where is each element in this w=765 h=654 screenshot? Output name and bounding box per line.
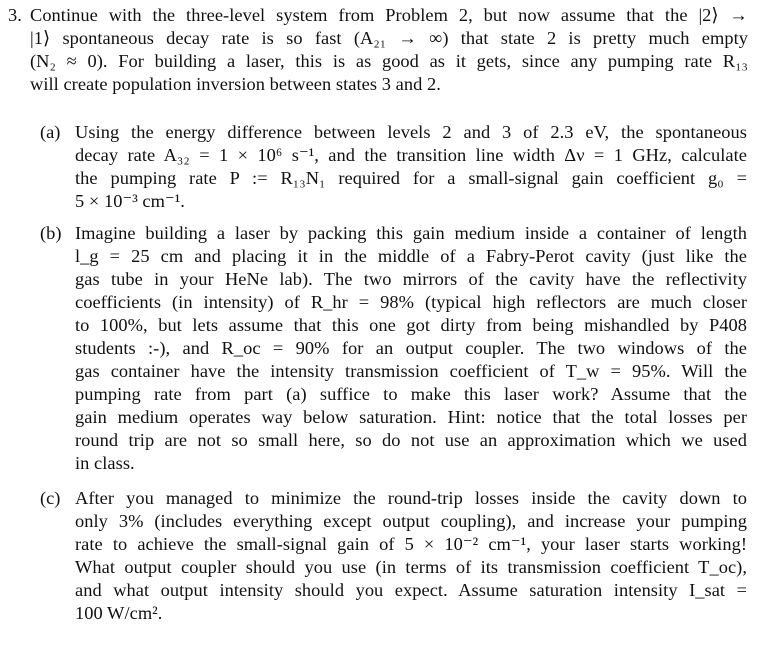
part-line: 5 × 10⁻³ cm⁻¹.	[75, 191, 185, 211]
part-line: After you managed to minimize the round-trip losses inside the cavity down to	[75, 488, 747, 508]
intro-line: will create population inversion between states 3 and 2.	[30, 74, 441, 94]
part-line: only 3% (includes everything except output coupling), and increase your pumping	[75, 511, 747, 531]
part-body	[75, 487, 747, 625]
part-line: the pumping rate P := R₁₃N₁ required for a small-signal gain coefficient g₀ =	[75, 168, 747, 188]
part-line: gas tube in your HeNe lab). The two mirrors of the cavity have the reflectivity	[75, 269, 747, 289]
part-body	[75, 222, 747, 475]
part-line: to 100%, but lets assume that this one got dirty from being mishandled by P408	[75, 315, 747, 335]
part-line: gain medium operates way below saturation. Hint: notice that the total losses per	[75, 407, 747, 427]
part-line: gas container have the intensity transmission coefficient of T_w = 95%. Will the	[75, 361, 747, 381]
part-label: (b)	[40, 223, 62, 243]
part-label: (c)	[40, 488, 61, 508]
part-label: (a)	[40, 122, 61, 142]
part-line: pumping rate from part (a) suffice to make this laser work? Assume that the	[75, 384, 747, 404]
part-line: Imagine building a laser by packing this gain medium inside a container of length	[75, 223, 747, 243]
part-line: and what output intensity should you expect. Assume saturation intensity I_sat =	[75, 580, 747, 600]
problem-number: 3.	[8, 5, 22, 25]
part-line: rate to achieve the small-signal gain of 5 × 10⁻² cm⁻¹, your laser starts working!	[75, 534, 747, 554]
part-line: students :-), and R_oc = 90% for an output coupler. The two windows of the	[75, 338, 747, 358]
part-line: coefficients (in intensity) of R_hr = 98% (typical high reflectors are much closer	[75, 292, 747, 312]
part-line: l_g = 25 cm and placing it in the middle of a Fabry-Perot cavity (just like the	[75, 246, 747, 266]
part-body	[75, 121, 747, 213]
part-line: decay rate A₃₂ = 1 × 10⁶ s⁻¹, and the transition line width Δν = 1 GHz, calculate	[75, 145, 747, 165]
part-line: 100 W/cm².	[75, 603, 163, 623]
part-line: Using the energy difference between levels 2 and 3 of 2.3 eV, the spontaneous	[75, 122, 747, 142]
intro-line: |1⟩ spontaneous decay rate is so fast (A₂₁ → ∞) that state 2 is pretty much empty	[30, 28, 748, 48]
intro-line: 3. Continue with the three-level system from Problem 2, but now assume that the |2⟩ →	[8, 5, 748, 25]
part-line: round trip are not so small here, so do not use an approximation which we used	[75, 430, 747, 450]
part-line: What output coupler should you use (in terms of its transmission coefficient T_oc),	[75, 557, 747, 577]
part-line: in class.	[75, 453, 135, 473]
problem-intro	[8, 4, 748, 96]
intro-line: (N₂ ≈ 0). For building a laser, this is as good as it gets, since any pumping rate R₁₃	[30, 51, 748, 71]
